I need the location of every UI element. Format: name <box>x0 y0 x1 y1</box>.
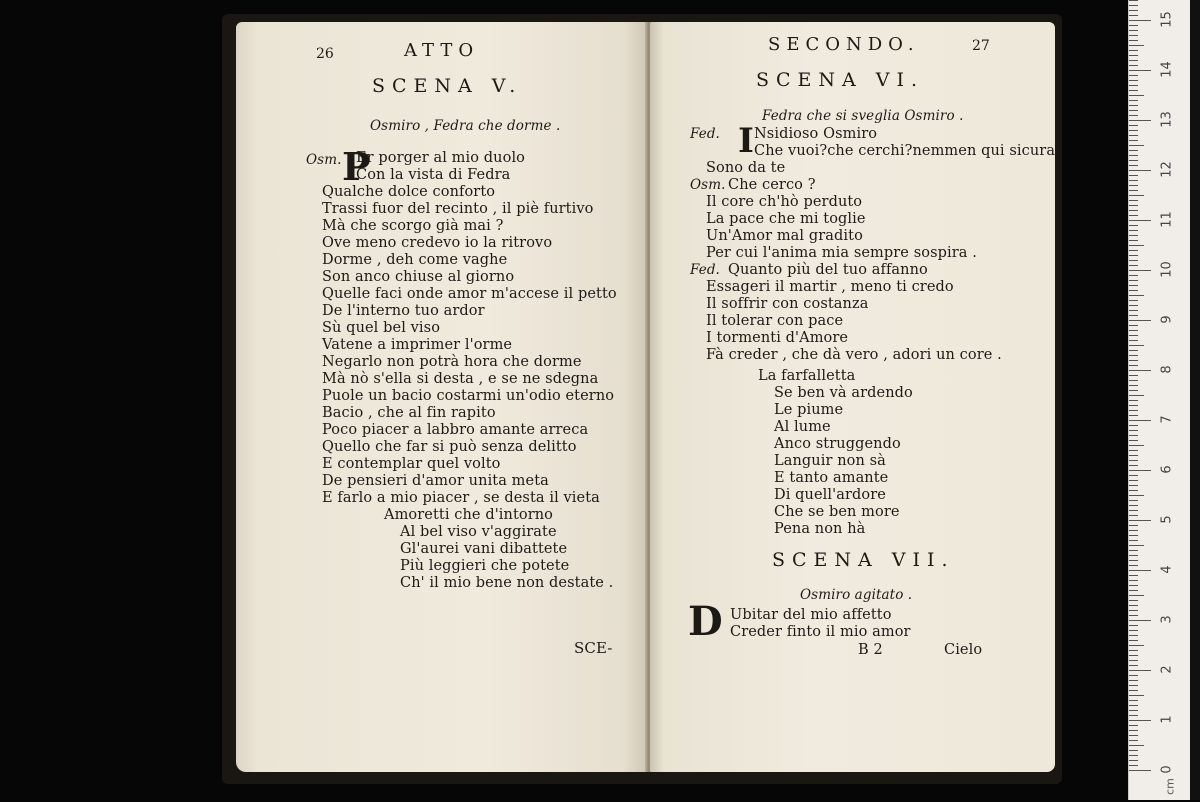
verse-line: Sù quel bel viso <box>322 320 441 336</box>
ruler-tick <box>1129 750 1138 751</box>
ruler-tick <box>1129 10 1138 11</box>
verse-line: Mà nò s'ella si desta , e se ne sdegna <box>322 371 599 387</box>
ruler-tick <box>1129 755 1138 756</box>
ruler-tick <box>1129 415 1138 416</box>
ruler-tick <box>1129 150 1138 151</box>
dialogue-line: Che cerco ? <box>728 177 816 193</box>
song-line: Le piume <box>774 402 844 418</box>
ruler-tick <box>1129 175 1138 176</box>
ruler-tick <box>1129 700 1138 701</box>
page-number-right: 27 <box>972 38 990 54</box>
ruler-number: 5 <box>1159 515 1175 524</box>
song-line: Anco struggendo <box>774 436 901 452</box>
ruler-tick <box>1129 155 1138 156</box>
ruler-tick <box>1129 410 1138 411</box>
ruler-tick <box>1129 650 1138 651</box>
dropcap-d: D <box>688 598 723 645</box>
ruler-tick <box>1129 615 1138 616</box>
ruler-tick <box>1129 15 1138 16</box>
ruler-tick <box>1129 250 1138 251</box>
ruler-tick <box>1129 95 1144 96</box>
ruler-tick <box>1129 580 1138 581</box>
left-page <box>236 22 648 772</box>
ruler-tick <box>1129 375 1138 376</box>
ruler-unit: cm <box>1163 778 1177 795</box>
ruler-tick <box>1129 655 1138 656</box>
ruler-tick <box>1129 20 1151 21</box>
ruler-tick <box>1129 5 1138 6</box>
ruler-tick <box>1129 225 1138 226</box>
verse-line: Vatene a imprimer l'orme <box>322 337 513 353</box>
verse-line: Trassi fuor del recinto , il piè furtivo <box>322 201 594 217</box>
ruler-tick <box>1129 385 1138 386</box>
ruler-tick <box>1129 405 1138 406</box>
verse-line: Ch' il mio bene non destate . <box>400 575 614 591</box>
verse-line: E contemplar quel volto <box>322 456 501 472</box>
ruler-tick <box>1129 400 1138 401</box>
ruler-tick <box>1129 280 1138 281</box>
ruler-tick <box>1129 520 1151 521</box>
ruler-tick <box>1129 335 1138 336</box>
ruler-tick <box>1129 645 1144 646</box>
ruler-tick <box>1129 160 1138 161</box>
dropcap-p: P <box>342 144 371 189</box>
catchword-right: Cielo <box>944 642 983 658</box>
right-page <box>650 22 1055 772</box>
ruler-tick <box>1129 460 1138 461</box>
verse-line: Poco piacer a labbro amante arreca <box>322 422 589 438</box>
ruler-tick <box>1129 740 1138 741</box>
verse-line: De l'interno tuo ardor <box>322 303 485 319</box>
dialogue-line: Il tolerar con pace <box>706 313 844 329</box>
scene-title-vii: SCENA VII. <box>772 549 955 571</box>
verse-line: Son anco chiuse al giorno <box>322 269 515 285</box>
dialogue-line: Che vuoi?che cerchi?nemmen qui sicura <box>754 143 1056 159</box>
ruler-tick <box>1129 425 1138 426</box>
dialogue-line: Per cui l'anima mia sempre sospira . <box>706 245 977 261</box>
ruler-tick <box>1129 765 1138 766</box>
ruler-tick <box>1129 540 1138 541</box>
ruler-tick <box>1129 75 1138 76</box>
song-line: Al lume <box>774 419 831 435</box>
ruler-tick <box>1129 420 1151 421</box>
scene-characters-v: Osmiro , Fedra che dorme . <box>370 118 561 134</box>
ruler-tick <box>1129 445 1144 446</box>
ruler-tick <box>1129 380 1138 381</box>
verse-line: Mà che scorgo già mai ? <box>322 218 504 234</box>
ruler-tick <box>1129 285 1138 286</box>
ruler-tick <box>1129 660 1138 661</box>
ruler-tick <box>1129 100 1138 101</box>
ruler-tick <box>1129 370 1151 371</box>
page-number-left: 26 <box>316 46 334 62</box>
ruler-tick <box>1129 455 1138 456</box>
ruler-tick <box>1129 35 1138 36</box>
measurement-ruler <box>1128 0 1191 800</box>
ruler-tick <box>1129 290 1138 291</box>
ruler-number: 10 <box>1159 261 1175 278</box>
ruler-tick <box>1129 185 1138 186</box>
scene-vii-line-1: Ubitar del mio affetto <box>730 607 892 623</box>
ruler-tick <box>1129 240 1138 241</box>
ruler-tick <box>1129 90 1138 91</box>
ruler-tick <box>1129 720 1151 721</box>
verse-line: Ove meno credevo io la ritrovo <box>322 235 553 251</box>
ruler-tick <box>1129 675 1138 676</box>
ruler-tick <box>1129 355 1138 356</box>
ruler-tick <box>1129 685 1138 686</box>
ruler-tick <box>1129 265 1138 266</box>
ruler-number: 2 <box>1159 665 1175 674</box>
catchword-left: SCE- <box>574 639 613 657</box>
ruler-tick <box>1129 670 1151 671</box>
ruler-tick <box>1129 475 1138 476</box>
scene-characters-vii: Osmiro agitato . <box>800 587 913 603</box>
ruler-tick <box>1129 85 1138 86</box>
ruler-tick <box>1129 440 1138 441</box>
ruler-tick <box>1129 435 1138 436</box>
ruler-tick <box>1129 55 1138 56</box>
verse-line: Quello che far si può senza delitto <box>322 439 577 455</box>
dialogue-line: I tormenti d'Amore <box>706 330 849 346</box>
dropcap-i: I <box>738 121 754 161</box>
ruler-tick <box>1129 535 1138 536</box>
ruler-tick <box>1129 770 1151 771</box>
dialogue-line: Essageri il martir , meno ti credo <box>706 279 954 295</box>
ruler-tick <box>1129 555 1138 556</box>
ruler-tick <box>1129 135 1138 136</box>
ruler-number: 15 <box>1159 11 1175 28</box>
speaker-label: Osm. <box>690 177 726 193</box>
dialogue-line: Fà creder , che dà vero , adori un core . <box>706 347 1002 363</box>
verse-line: De pensieri d'amor unita meta <box>322 473 549 489</box>
ruler-tick <box>1129 710 1138 711</box>
ruler-tick <box>1129 245 1144 246</box>
verse-line: Dorme , deh come vaghe <box>322 252 508 268</box>
dialogue-line: Il core ch'hò perduto <box>706 194 863 210</box>
ruler-number: 7 <box>1159 415 1175 424</box>
dialogue-line: La pace che mi toglie <box>706 211 866 227</box>
song-line: Che se ben more <box>774 504 900 520</box>
ruler-tick <box>1129 480 1138 481</box>
ruler-tick <box>1129 165 1138 166</box>
ruler-number: 14 <box>1159 61 1175 78</box>
ruler-tick <box>1129 230 1138 231</box>
ruler-number: 4 <box>1159 565 1175 574</box>
ruler-tick <box>1129 725 1138 726</box>
ruler-tick <box>1129 715 1138 716</box>
ruler-tick <box>1129 525 1138 526</box>
ruler-tick <box>1129 665 1138 666</box>
song-line: Pena non hà <box>774 521 866 537</box>
ruler-tick <box>1129 205 1138 206</box>
dialogue-line: Nsidioso Osmiro <box>754 126 878 142</box>
verse-line: Gl'aurei vani dibattete <box>400 541 568 557</box>
verse-line: Bacio , che al fin rapito <box>322 405 496 421</box>
ruler-tick <box>1129 490 1138 491</box>
dialogue-line: Sono da te <box>706 160 786 176</box>
verse-line: Quelle faci onde amor m'accese il petto <box>322 286 617 302</box>
song-line: Di quell'ardore <box>774 487 886 503</box>
ruler-tick <box>1129 495 1144 496</box>
ruler-tick <box>1129 365 1138 366</box>
ruler-tick <box>1129 45 1144 46</box>
ruler-tick <box>1129 320 1151 321</box>
ruler-tick <box>1129 470 1151 471</box>
ruler-tick <box>1129 140 1138 141</box>
running-head-left: ATTO <box>404 40 480 61</box>
verse-line: Amoretti che d'intorno <box>384 507 554 523</box>
speaker-label: Osm. <box>306 152 342 168</box>
ruler-tick <box>1129 705 1138 706</box>
ruler-tick <box>1129 350 1138 351</box>
verse-line: Più leggieri che potete <box>400 558 570 574</box>
ruler-tick <box>1129 735 1138 736</box>
ruler-tick <box>1129 395 1144 396</box>
ruler-tick <box>1129 465 1138 466</box>
ruler-tick <box>1129 130 1138 131</box>
ruler-number: 8 <box>1159 365 1175 374</box>
dialogue-line: Un'Amor mal gradito <box>706 228 863 244</box>
ruler-tick <box>1129 605 1138 606</box>
ruler-tick <box>1129 695 1144 696</box>
ruler-tick <box>1129 210 1138 211</box>
ruler-tick <box>1129 260 1138 261</box>
running-head-right: SECONDO. <box>768 34 920 55</box>
ruler-tick <box>1129 315 1138 316</box>
ruler-tick <box>1129 760 1138 761</box>
ruler-tick <box>1129 295 1144 296</box>
ruler-tick <box>1129 145 1144 146</box>
ruler-tick <box>1129 545 1144 546</box>
ruler-tick <box>1129 690 1138 691</box>
ruler-number: 11 <box>1159 211 1175 228</box>
ruler-tick <box>1129 430 1138 431</box>
ruler-tick <box>1129 530 1138 531</box>
ruler-tick <box>1129 255 1138 256</box>
ruler-tick <box>1129 485 1138 486</box>
ruler-tick <box>1129 640 1138 641</box>
ruler-tick <box>1129 190 1138 191</box>
ruler-tick <box>1129 25 1138 26</box>
ruler-tick <box>1129 500 1138 501</box>
ruler-tick <box>1129 180 1138 181</box>
ruler-tick <box>1129 590 1138 591</box>
ruler-tick <box>1129 575 1138 576</box>
ruler-tick <box>1129 310 1138 311</box>
ruler-tick <box>1129 550 1138 551</box>
ruler-number: 6 <box>1159 465 1175 474</box>
ruler-tick <box>1129 170 1151 171</box>
ruler-tick <box>1129 450 1138 451</box>
ruler-tick <box>1129 105 1138 106</box>
ruler-tick <box>1129 300 1138 301</box>
ruler-tick <box>1129 340 1138 341</box>
ruler-tick <box>1129 510 1138 511</box>
ruler-tick <box>1129 235 1138 236</box>
ruler-tick <box>1129 275 1138 276</box>
ruler-tick <box>1129 50 1138 51</box>
ruler-tick <box>1129 595 1144 596</box>
ruler-tick <box>1129 200 1138 201</box>
ruler-tick <box>1129 630 1138 631</box>
verse-line: Puole un bacio costarmi un'odio eterno <box>322 388 615 404</box>
scene-title-vi: SCENA VI. <box>756 69 925 91</box>
ruler-tick <box>1129 680 1138 681</box>
song-line: Se ben và ardendo <box>774 385 913 401</box>
ruler-tick <box>1129 80 1138 81</box>
ruler-tick <box>1129 620 1151 621</box>
ruler-tick <box>1129 625 1138 626</box>
ruler-tick <box>1129 345 1144 346</box>
scene-characters-vi: Fedra che si sveglia Osmiro . <box>762 108 964 124</box>
ruler-tick <box>1129 110 1138 111</box>
ruler-tick <box>1129 30 1138 31</box>
ruler-edge <box>1190 0 1200 800</box>
ruler-tick <box>1129 730 1138 731</box>
verse-line: Qualche dolce conforto <box>322 184 496 200</box>
dialogue-line: Il soffrir con costanza <box>706 296 869 312</box>
ruler-number: 13 <box>1159 111 1175 128</box>
ruler-tick <box>1129 40 1138 41</box>
speaker-label: Fed. <box>690 126 720 142</box>
verse-line: Negarlo non potrà hora che dorme <box>322 354 582 370</box>
ruler-tick <box>1129 120 1151 121</box>
ruler-tick <box>1129 195 1144 196</box>
ruler-tick <box>1129 505 1138 506</box>
verse-line: Al bel viso v'aggirate <box>400 524 557 540</box>
signature-mark: B 2 <box>858 642 883 658</box>
ruler-tick <box>1129 585 1138 586</box>
scene-title-v: SCENA V. <box>372 75 523 97</box>
ruler-tick <box>1129 360 1138 361</box>
ruler-number: 0 <box>1159 765 1175 774</box>
ruler-tick <box>1129 215 1138 216</box>
verse-line: Er porger al mio duolo <box>356 150 526 166</box>
speaker-label: Fed. <box>690 262 720 278</box>
ruler-tick <box>1129 125 1138 126</box>
ruler-tick <box>1129 390 1138 391</box>
ruler-tick <box>1129 635 1138 636</box>
song-line: E tanto amante <box>774 470 889 486</box>
ruler-tick <box>1129 70 1151 71</box>
ruler-tick <box>1129 610 1138 611</box>
ruler-tick <box>1129 270 1151 271</box>
verse-line: Con la vista di Fedra <box>356 167 511 183</box>
ruler-number: 12 <box>1159 161 1175 178</box>
ruler-tick <box>1129 60 1138 61</box>
ruler-number: 9 <box>1159 315 1175 324</box>
dialogue-line: Quanto più del tuo affanno <box>728 262 928 278</box>
ruler-tick <box>1129 0 1138 1</box>
verse-line: E farlo a mio piacer , se desta il vieta <box>322 490 600 506</box>
ruler-tick <box>1129 220 1151 221</box>
ruler-tick <box>1129 325 1138 326</box>
ruler-tick <box>1129 745 1144 746</box>
ruler-number: 1 <box>1159 715 1175 724</box>
ruler-tick <box>1129 570 1151 571</box>
ruler-tick <box>1129 565 1138 566</box>
ruler-tick <box>1129 560 1138 561</box>
ruler-tick <box>1129 515 1138 516</box>
song-line: Languir non sà <box>774 453 886 469</box>
ruler-number: 3 <box>1159 615 1175 624</box>
ruler-tick <box>1129 330 1138 331</box>
scene-vii-line-2: Creder finto il mio amor <box>730 624 911 640</box>
ruler-tick <box>1129 65 1138 66</box>
ruler-tick <box>1129 305 1138 306</box>
song-line: La farfalletta <box>758 368 856 384</box>
ruler-tick <box>1129 600 1138 601</box>
ruler-tick <box>1129 115 1138 116</box>
